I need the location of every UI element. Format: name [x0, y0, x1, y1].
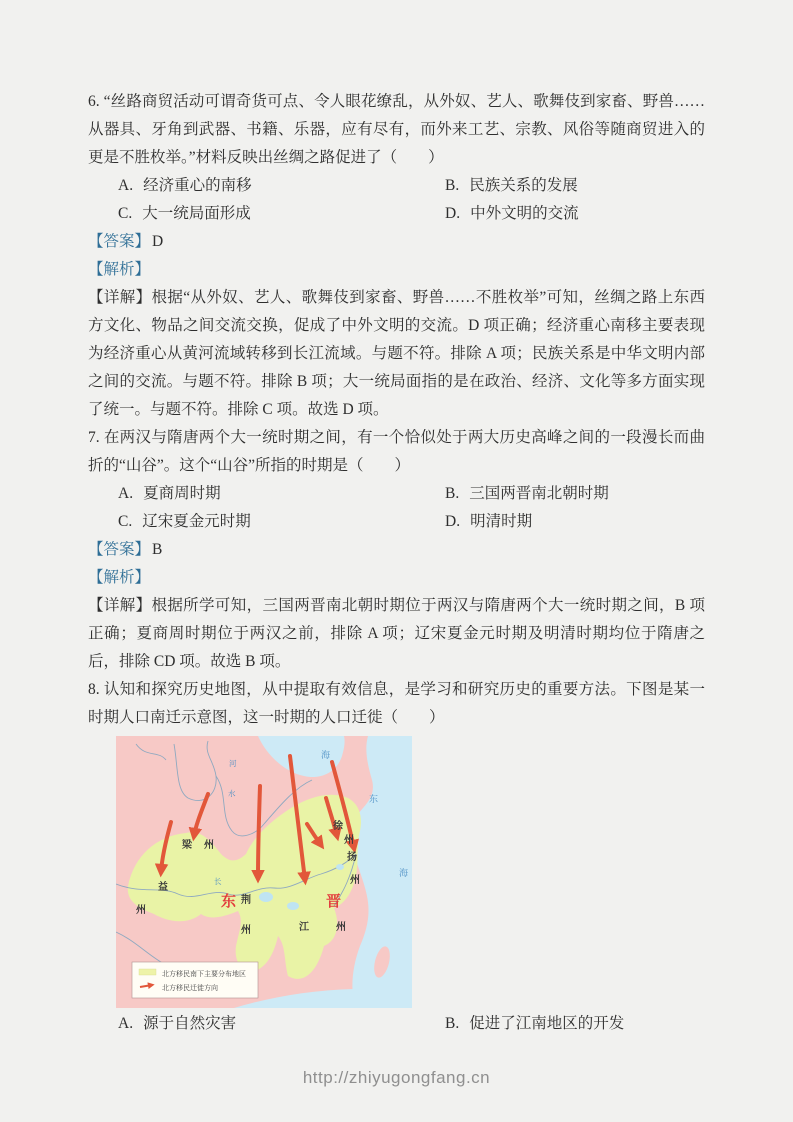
option-text: 夏商周时期 — [143, 485, 221, 502]
answer-letter: D — [152, 233, 164, 250]
question-8-options-row-1 — [88, 1010, 705, 1038]
map-label-jiangzhou-2: 州 — [336, 922, 346, 933]
map-label-xuzhou: 徐 — [333, 821, 343, 832]
option-7-c — [118, 508, 445, 536]
question-6-answer — [88, 228, 705, 256]
option-6-c — [118, 200, 445, 228]
option-text: 经济重心的南移 — [143, 177, 252, 194]
map-label-liangzhou-2: 州 — [204, 840, 214, 851]
map-sea-label-east: 东 — [369, 794, 379, 804]
option-key: A. — [118, 177, 134, 194]
question-7-options-row-2 — [88, 508, 705, 536]
option-8-b — [445, 1010, 705, 1038]
option-key: B. — [445, 177, 460, 194]
option-7-d — [445, 508, 705, 536]
option-6-a — [118, 172, 445, 200]
map-label-yizhou-2: 州 — [136, 905, 146, 916]
map-lake-2 — [287, 902, 299, 910]
question-6-options-row-2 — [88, 200, 705, 228]
map-label-yangzhou: 扬 — [347, 852, 357, 863]
map-label-yizhou: 益 — [158, 882, 168, 893]
answer-label: 【答案】 — [88, 541, 151, 558]
option-8-a — [118, 1010, 445, 1038]
analysis-label: 【解析】 — [88, 261, 151, 278]
question-7-analysis — [88, 564, 705, 592]
migration-map-figure — [116, 736, 412, 1008]
map-river-label-shui: 水 — [228, 789, 236, 798]
migration-map — [116, 736, 412, 1008]
option-6-d — [445, 200, 705, 228]
option-key: D. — [445, 513, 461, 530]
option-text: 促进了江南地区的开发 — [469, 1015, 625, 1032]
option-key: D. — [445, 205, 461, 222]
option-key: A. — [118, 1015, 134, 1032]
map-river-label-he: 河 — [229, 759, 237, 768]
option-text: 明清时期 — [470, 513, 533, 530]
map-sea-label-top: 海 — [321, 750, 331, 760]
map-sea-label-right: 海 — [399, 868, 409, 878]
question-6 — [88, 88, 705, 424]
question-6-analysis — [88, 256, 705, 284]
option-text: 三国两晋南北朝时期 — [469, 485, 609, 502]
question-6-detail: 【详解】根据“从外奴、艺人、歌舞伎到家畜、野兽……不胜枚举”可知，丝绸之路上东西方文化、物品之间交流交换，促成了中外文明的交流。D 项正确；经济重心南移主要表现为经济重心从黄河流域转移到长江流域。与题不符。排除 A 项；民族关系是中华文明内部之间的交流。与题不符。排除 B 项；大一统局面指的是在政治、经济、文化等多方面实现了统一。与题不符。排除 C 项。故选 D 项。 — [88, 289, 705, 418]
question-7-answer — [88, 536, 705, 564]
option-text: 大一统局面形成 — [142, 205, 251, 222]
map-label-jingzhou-2: 州 — [241, 925, 251, 936]
question-6-options-row-1 — [88, 172, 705, 200]
map-label-yangzhou-2: 州 — [350, 875, 360, 886]
map-label-jiangzhou: 江 — [299, 922, 309, 933]
question-7-stem: 7. 在两汉与隋唐两个大一统时期之间，有一个恰似处于两大历史高峰之间的一段漫长而曲折的“山谷”。这个“山谷”所指的时期是（ ） — [88, 429, 705, 474]
question-8 — [88, 676, 705, 1038]
legend-area-label: 北方移民南下主要分布地区 — [162, 970, 246, 978]
option-6-b — [445, 172, 705, 200]
option-key: C. — [118, 513, 133, 530]
question-6-stem: 6. “丝路商贸活动可谓奇货可点、令人眼花缭乱，从外奴、艺人、歌舞伎到家畜、野兽……从器具、牙角到武器、书籍、乐器，应有尽有，而外来工艺、宗教、风俗等随商贸进入的更是不胜枚举。”材料反映出丝绸之路促进了（ ） — [88, 93, 705, 166]
map-label-dongjin-dong: 东 — [221, 894, 237, 910]
option-7-a — [118, 480, 445, 508]
option-key: B. — [445, 1015, 460, 1032]
answer-label: 【答案】 — [88, 233, 151, 250]
question-7 — [88, 424, 705, 676]
map-label-xuzhou-2: 州 — [344, 835, 354, 846]
map-label-jingzhou: 荆 — [241, 895, 251, 906]
option-text: 民族关系的发展 — [469, 177, 578, 194]
map-label-liangzhou: 梁 — [182, 840, 192, 851]
legend-area-swatch — [139, 969, 156, 975]
map-river-label-chang: 长 — [214, 877, 222, 886]
option-key: C. — [118, 205, 133, 222]
map-legend — [132, 962, 258, 998]
option-text: 中外文明的交流 — [470, 205, 579, 222]
map-lake-3 — [336, 864, 344, 870]
question-8-stem: 8. 认知和探究历史地图，从中提取有效信息，是学习和研究历史的重要方法。下图是某一时期人口南迁示意图，这一时期的人口迁徙（ ） — [88, 681, 705, 726]
option-text: 辽宋夏金元时期 — [142, 513, 251, 530]
option-7-b — [445, 480, 705, 508]
map-lake-1 — [259, 892, 273, 902]
footer-url: http://zhiyugongfang.cn — [302, 1068, 491, 1087]
map-label-dongjin-jin: 晋 — [326, 894, 342, 910]
option-text: 源于自然灾害 — [143, 1015, 237, 1032]
question-7-detail: 【详解】根据所学可知，三国两晋南北朝时期位于两汉与隋唐两个大一统时期之间，B 项正确；夏商周时期位于两汉之前，排除 A 项；辽宋夏金元时期及明清时期均位于隋唐之后，排除 CD 项。故选 B 项。 — [88, 597, 705, 670]
analysis-label: 【解析】 — [88, 569, 151, 586]
answer-letter: B — [152, 541, 163, 558]
option-key: B. — [445, 485, 460, 502]
question-7-options-row-1 — [88, 480, 705, 508]
option-key: A. — [118, 485, 134, 502]
legend-arrow-label: 北方移民迁徙方向 — [162, 984, 218, 992]
